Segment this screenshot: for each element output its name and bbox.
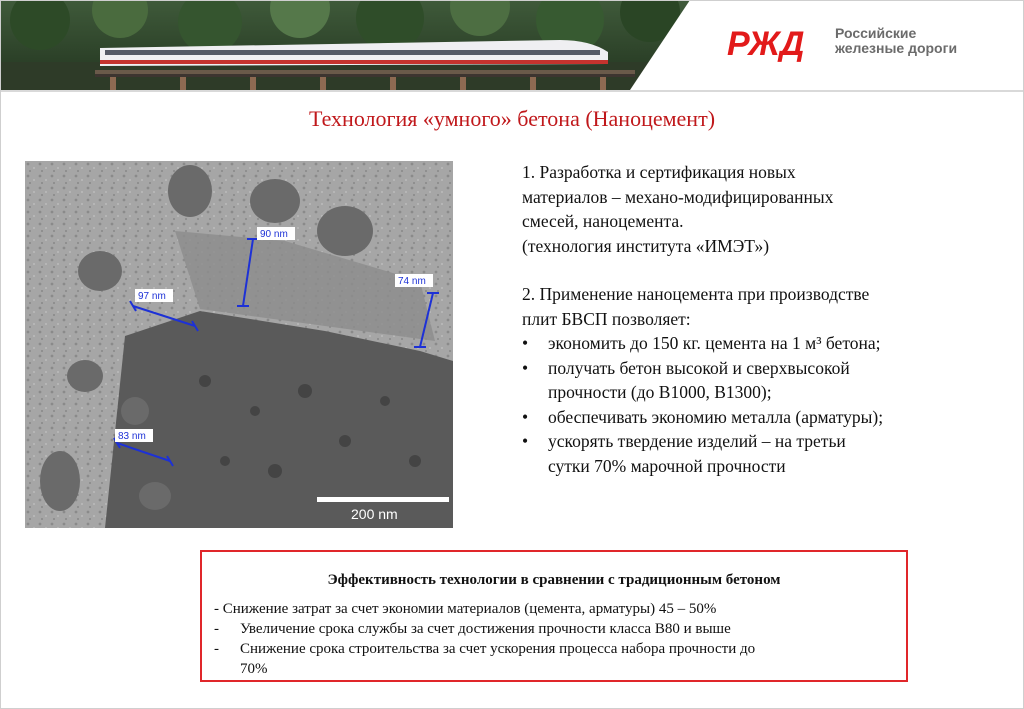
bullet-text: получать бетон высокой и сверхвысокой прочности (до В1000, В1300);	[548, 357, 850, 402]
efficiency-line-1: - Снижение затрат за счет экономии материалов (цемента, арматуры) 45 – 50%	[214, 601, 717, 617]
bullet-item	[522, 405, 992, 430]
bullet-item	[522, 331, 992, 356]
svg-text:РЖД: РЖД	[727, 25, 805, 62]
efficiency-item-text: 70%	[240, 661, 268, 677]
micro-label-2: 74 nm	[398, 276, 426, 287]
item1-line: материалов – механо-модифицированных	[522, 186, 834, 207]
dash-mark: -	[214, 621, 219, 637]
efficiency-item-text: Снижение срока строительства за счет ускорения процесса набора прочности до	[240, 641, 756, 657]
bullet-text: ускорять твердение изделий – на третьи сутки 70% марочной прочности	[548, 431, 846, 476]
efficiency-title: Эффективность технологии в сравнении с традиционным бетоном	[327, 572, 781, 588]
item1-line: смесей, наноцемента.	[522, 211, 684, 231]
scale-bar	[317, 497, 449, 502]
micro-label-4: 83 nm	[118, 431, 146, 442]
bullet-text: экономить до 150 кг. цемента на 1 м³ бетона;	[548, 333, 881, 353]
bullet-mark: •	[522, 406, 529, 427]
benefits-text	[522, 160, 992, 478]
efficiency-item	[214, 619, 894, 639]
scale-label: 200 nm	[351, 506, 398, 522]
bullet-mark: •	[522, 357, 529, 378]
item2-line: 2. Применение наноцемента при производстве	[522, 284, 870, 304]
efficiency-box	[200, 550, 908, 682]
header-divider	[0, 90, 1024, 92]
slide-title: Технология «умного» бетона (Наноцемент)	[308, 106, 716, 131]
efficiency-item-cont	[214, 659, 894, 679]
item1-line: 1. Разработка и сертификация новых	[522, 162, 796, 182]
micro-label-1: 90 nm	[260, 229, 288, 240]
item1-line: (технология института «ИМЭТ»)	[522, 235, 770, 256]
efficiency-item-text: Увеличение срока службы за счет достижения прочности класса В80 и выше	[240, 621, 731, 637]
micro-label-3: 97 nm	[138, 291, 166, 302]
bullet-mark: •	[522, 431, 529, 451]
dash-mark: -	[214, 641, 219, 657]
logo-text-line1: Российские	[835, 25, 917, 41]
train-photo	[0, 0, 690, 90]
header-banner	[0, 0, 1024, 90]
logo-text-line2: железные дороги	[835, 40, 958, 56]
logo-text	[835, 26, 957, 56]
bullet-item	[522, 429, 992, 478]
nanocement-micrograph	[25, 161, 453, 528]
bullet-item	[522, 356, 992, 405]
bullet-text: обеспечивать экономию металла (арматуры);	[548, 406, 884, 427]
efficiency-list	[214, 599, 894, 679]
rzd-logo	[725, 22, 830, 67]
item2-line: плит БВСП позволяет:	[522, 308, 691, 329]
bullet-mark: •	[522, 333, 529, 353]
efficiency-item	[214, 639, 894, 659]
